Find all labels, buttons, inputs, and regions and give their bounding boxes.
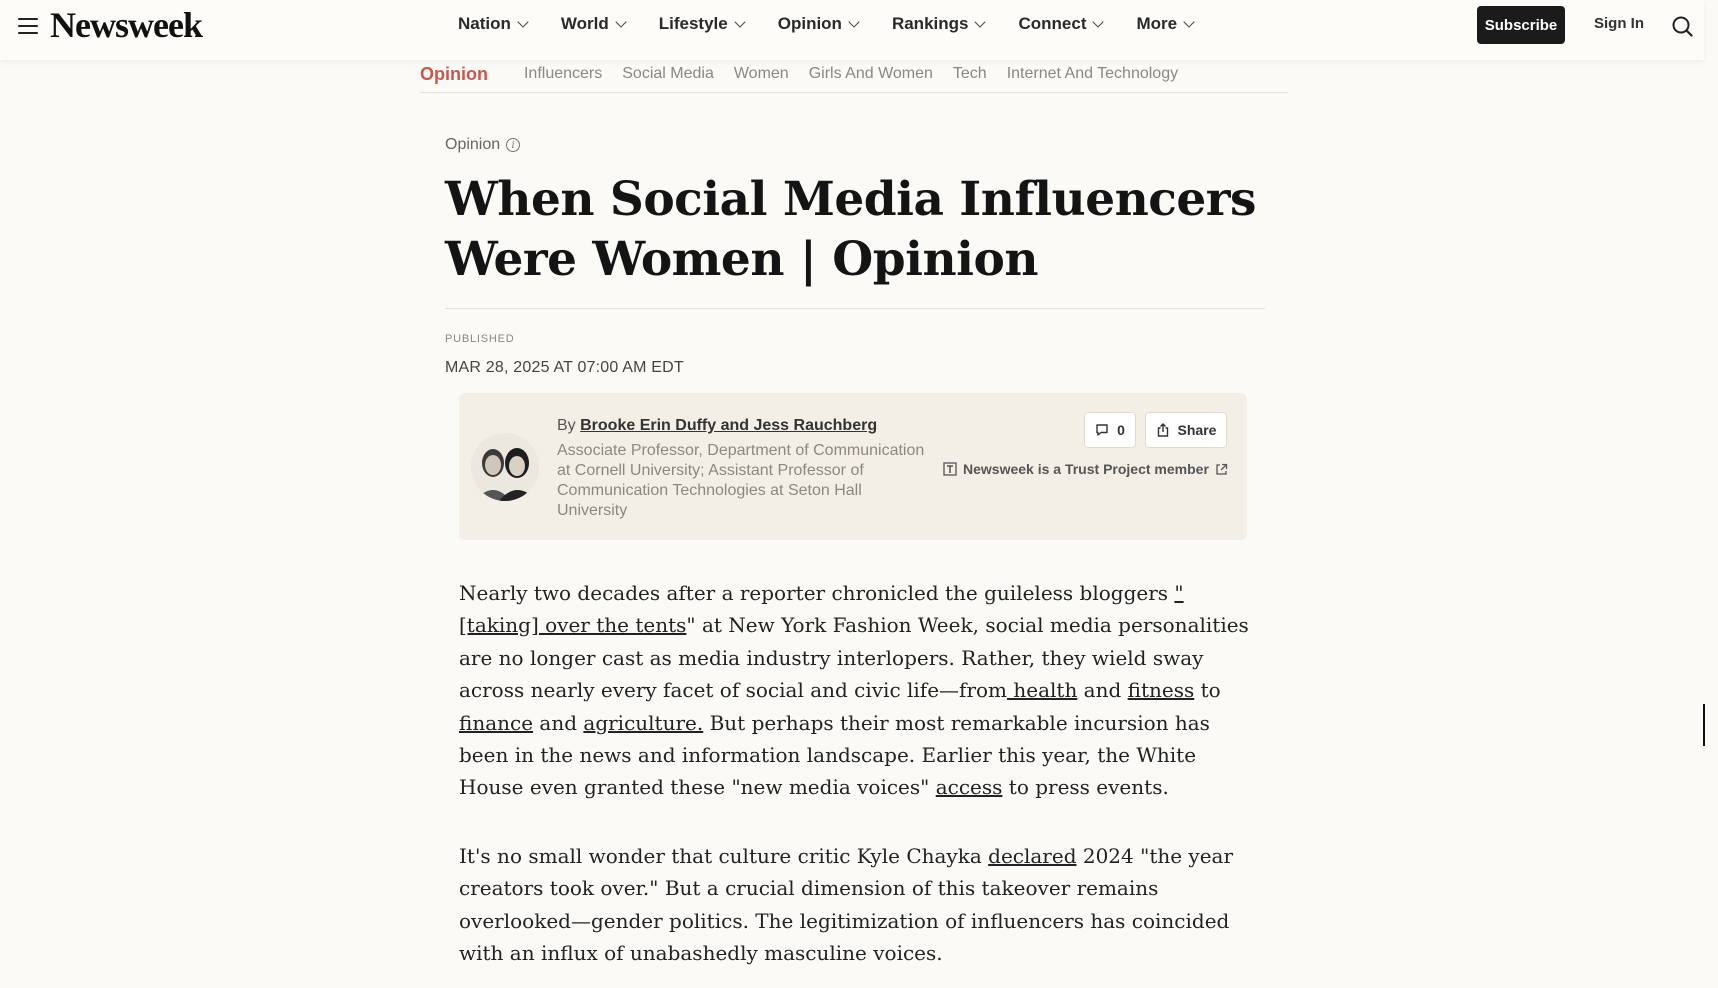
- nav-item-nation[interactable]: Nation: [458, 14, 527, 34]
- inline-link[interactable]: access: [935, 775, 1003, 800]
- sign-in-link[interactable]: Sign In: [1594, 15, 1644, 32]
- chevron-down-icon: [975, 16, 986, 27]
- subnav-tag[interactable]: Internet And Technology: [1006, 65, 1179, 82]
- subnav-tag[interactable]: Girls And Women: [808, 65, 933, 82]
- author-link[interactable]: Brooke Erin Duffy and Jess Rauchberg: [580, 417, 878, 434]
- chevron-down-icon: [734, 16, 745, 27]
- info-icon[interactable]: i: [506, 138, 520, 152]
- inline-link[interactable]: finance: [459, 710, 534, 735]
- paragraph-text: 2024 "the year creators took over." But a crucial dimension of this takeover remains overlooked—gender politics. The legitimization of influencers has coincided with an influx of unabashedly masculine voices.: [459, 843, 1234, 966]
- paragraph-text: to press events.: [1002, 775, 1169, 800]
- article-headline: When Social Media Influencers Were Women | Opinion: [445, 172, 1257, 287]
- inline-link[interactable]: health: [1007, 678, 1078, 703]
- inline-link[interactable]: declared: [988, 843, 1077, 868]
- share-button[interactable]: [1145, 412, 1227, 448]
- main-nav: [458, 14, 1227, 34]
- paragraph-text: and: [1077, 678, 1128, 703]
- author-bio: Associate Professor, Department of Communication at Cornell University; Assistant Professor of Communication Technologies at Seton Hall University: [557, 442, 925, 519]
- chevron-down-icon: [1183, 16, 1194, 27]
- article-paragraph: [459, 577, 1249, 804]
- chevron-down-icon: [848, 16, 859, 27]
- inline-link[interactable]: "[taking] over the tents: [459, 581, 1184, 638]
- trust-project-icon: [943, 462, 957, 476]
- subnav-tag[interactable]: Tech: [952, 65, 987, 82]
- scrollbar-thumb[interactable]: [1703, 704, 1705, 746]
- byline: [557, 417, 877, 435]
- external-link-icon: [1215, 463, 1228, 476]
- trust-project-link[interactable]: [943, 461, 1228, 477]
- article-header: [445, 136, 1265, 377]
- comment-count: 0: [1117, 422, 1125, 438]
- subnav-tag[interactable]: Social Media: [622, 65, 714, 82]
- share-label: Share: [1177, 422, 1217, 438]
- kicker-label[interactable]: Opinion: [445, 136, 501, 153]
- search-icon[interactable]: [1671, 15, 1693, 37]
- nav-item-opinion[interactable]: Opinion: [778, 14, 858, 34]
- chevron-down-icon: [517, 16, 528, 27]
- published-label: PUBLISHED: [445, 333, 515, 345]
- comments-button[interactable]: [1084, 412, 1136, 448]
- published-date: MAR 28, 2025 AT 07:00 AM EDT: [445, 359, 684, 376]
- newsweek-logo[interactable]: Newsweek: [50, 5, 202, 45]
- byline-prefix: By: [557, 417, 576, 434]
- subnav-tag[interactable]: Women: [733, 65, 789, 82]
- article-body: [459, 577, 1249, 988]
- subnav-section-opinion[interactable]: Opinion: [420, 63, 488, 84]
- article-paragraph: [459, 840, 1249, 970]
- nav-item-rankings[interactable]: Rankings: [892, 14, 985, 34]
- article-kicker: [445, 136, 1265, 154]
- author-avatar: [471, 433, 539, 501]
- subscribe-button[interactable]: Subscribe: [1477, 6, 1565, 44]
- paragraph-text: to: [1194, 678, 1221, 703]
- share-icon: [1156, 423, 1170, 437]
- divider: [445, 308, 1265, 309]
- top-navigation: [0, 0, 1704, 60]
- paragraph-text: But perhaps their most remarkable incursion has been in the news and information landscape. Earlier this year, the White House even granted these "new media voices": [459, 710, 1210, 800]
- nav-item-connect[interactable]: Connect: [1018, 14, 1102, 34]
- chevron-down-icon: [615, 16, 626, 27]
- comment-icon: [1095, 423, 1109, 437]
- trust-text: Newsweek is a Trust Project member: [963, 461, 1209, 477]
- paragraph-text: It's no small wonder that culture critic Kyle Chayka: [459, 843, 989, 868]
- subnav-tag[interactable]: Influencers: [523, 65, 603, 82]
- byline-card: [459, 393, 1247, 540]
- nav-item-more[interactable]: More: [1136, 14, 1193, 34]
- paragraph-text: and: [533, 710, 584, 735]
- paragraph-text: " at New York Fashion Week, social media personalities are no longer cast as media industry interlopers. Rather, they wield sway across nearly every facet of social and civic life—from: [459, 613, 1249, 703]
- nav-item-lifestyle[interactable]: Lifestyle: [659, 14, 744, 34]
- inline-link[interactable]: fitness: [1127, 678, 1195, 703]
- inline-link[interactable]: agriculture.: [583, 710, 704, 735]
- chevron-down-icon: [1093, 16, 1104, 27]
- hamburger-menu-icon[interactable]: [18, 18, 38, 34]
- nav-item-world[interactable]: World: [561, 14, 625, 34]
- paragraph-text: Nearly two decades after a reporter chronicled the guileless bloggers: [459, 581, 1175, 605]
